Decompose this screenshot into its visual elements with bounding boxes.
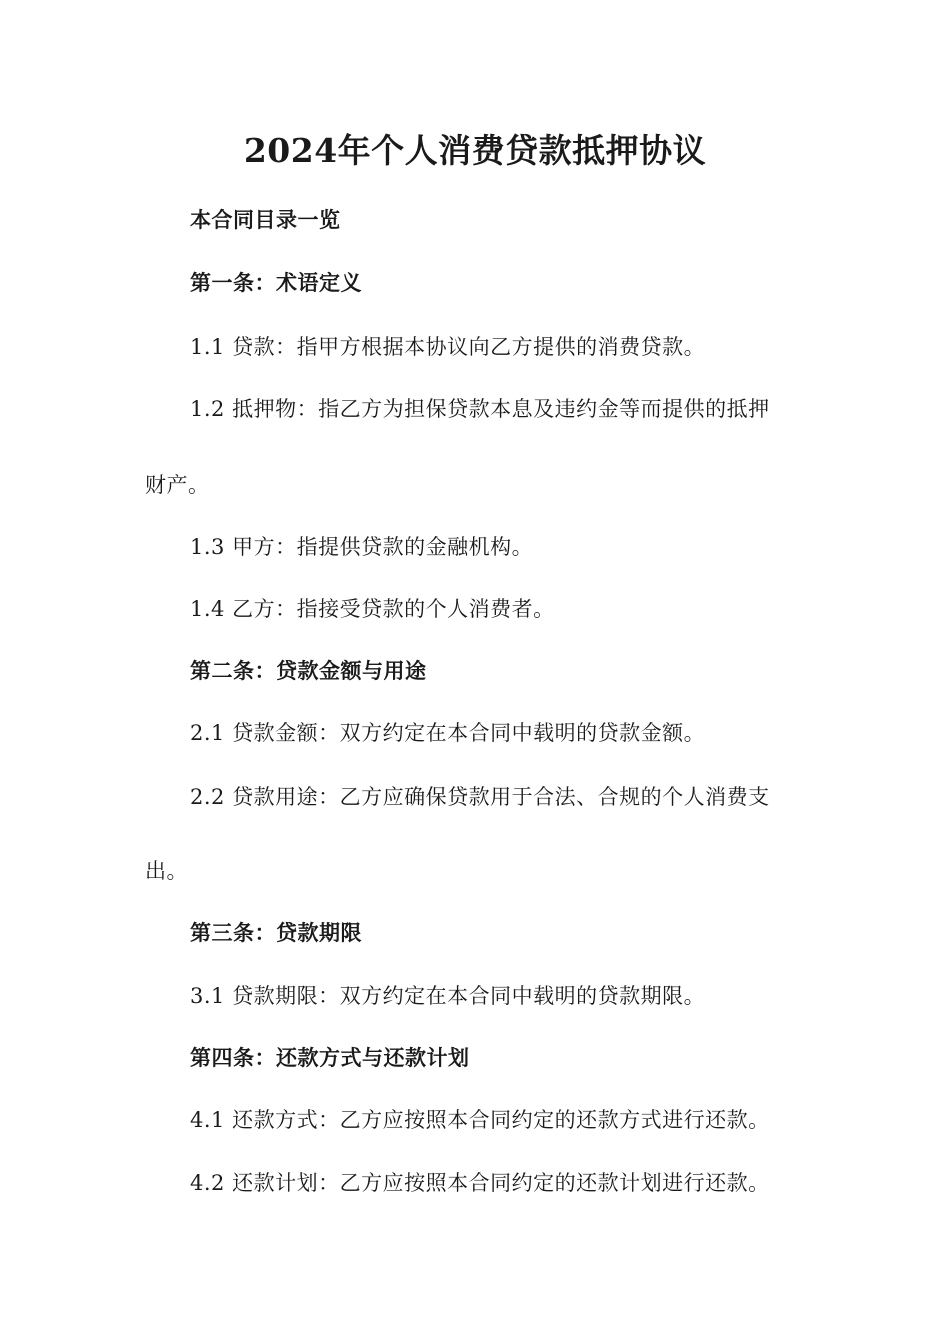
clause-1-3: 1.3 甲方：指提供贷款的金融机构。 [190,535,534,559]
section-heading-4: 第四条：还款方式与还款计划 [190,1045,470,1070]
toc-heading: 本合同目录一览 [190,207,341,232]
clause-3-1: 3.1 贷款期限：双方约定在本合同中载明的贷款期限。 [190,984,706,1008]
section-heading-2: 第二条：贷款金额与用途 [190,658,427,683]
clause-1-4: 1.4 乙方：指接受贷款的个人消费者。 [190,597,555,621]
clause-2-2-continuation: 出。 [145,859,188,883]
clause-1-2-continuation: 财产。 [145,473,210,497]
clause-2-1: 2.1 贷款金额：双方约定在本合同中载明的贷款金额。 [190,721,706,745]
clause-4-2: 4.2 还款计划：乙方应按照本合同约定的还款计划进行还款。 [190,1171,770,1195]
clause-4-1: 4.1 还款方式：乙方应按照本合同约定的还款方式进行还款。 [190,1108,770,1132]
section-heading-1: 第一条：术语定义 [190,270,362,295]
clause-1-2: 1.2 抵押物：指乙方为担保贷款本息及违约金等而提供的抵押 [190,397,770,421]
clause-2-2: 2.2 贷款用途：乙方应确保贷款用于合法、合规的个人消费支 [190,785,770,809]
section-heading-3: 第三条：贷款期限 [190,920,362,945]
clause-1-1: 1.1 贷款：指甲方根据本协议向乙方提供的消费贷款。 [190,335,706,359]
document-title: 2024年个人消费贷款抵押协议 [243,131,707,170]
